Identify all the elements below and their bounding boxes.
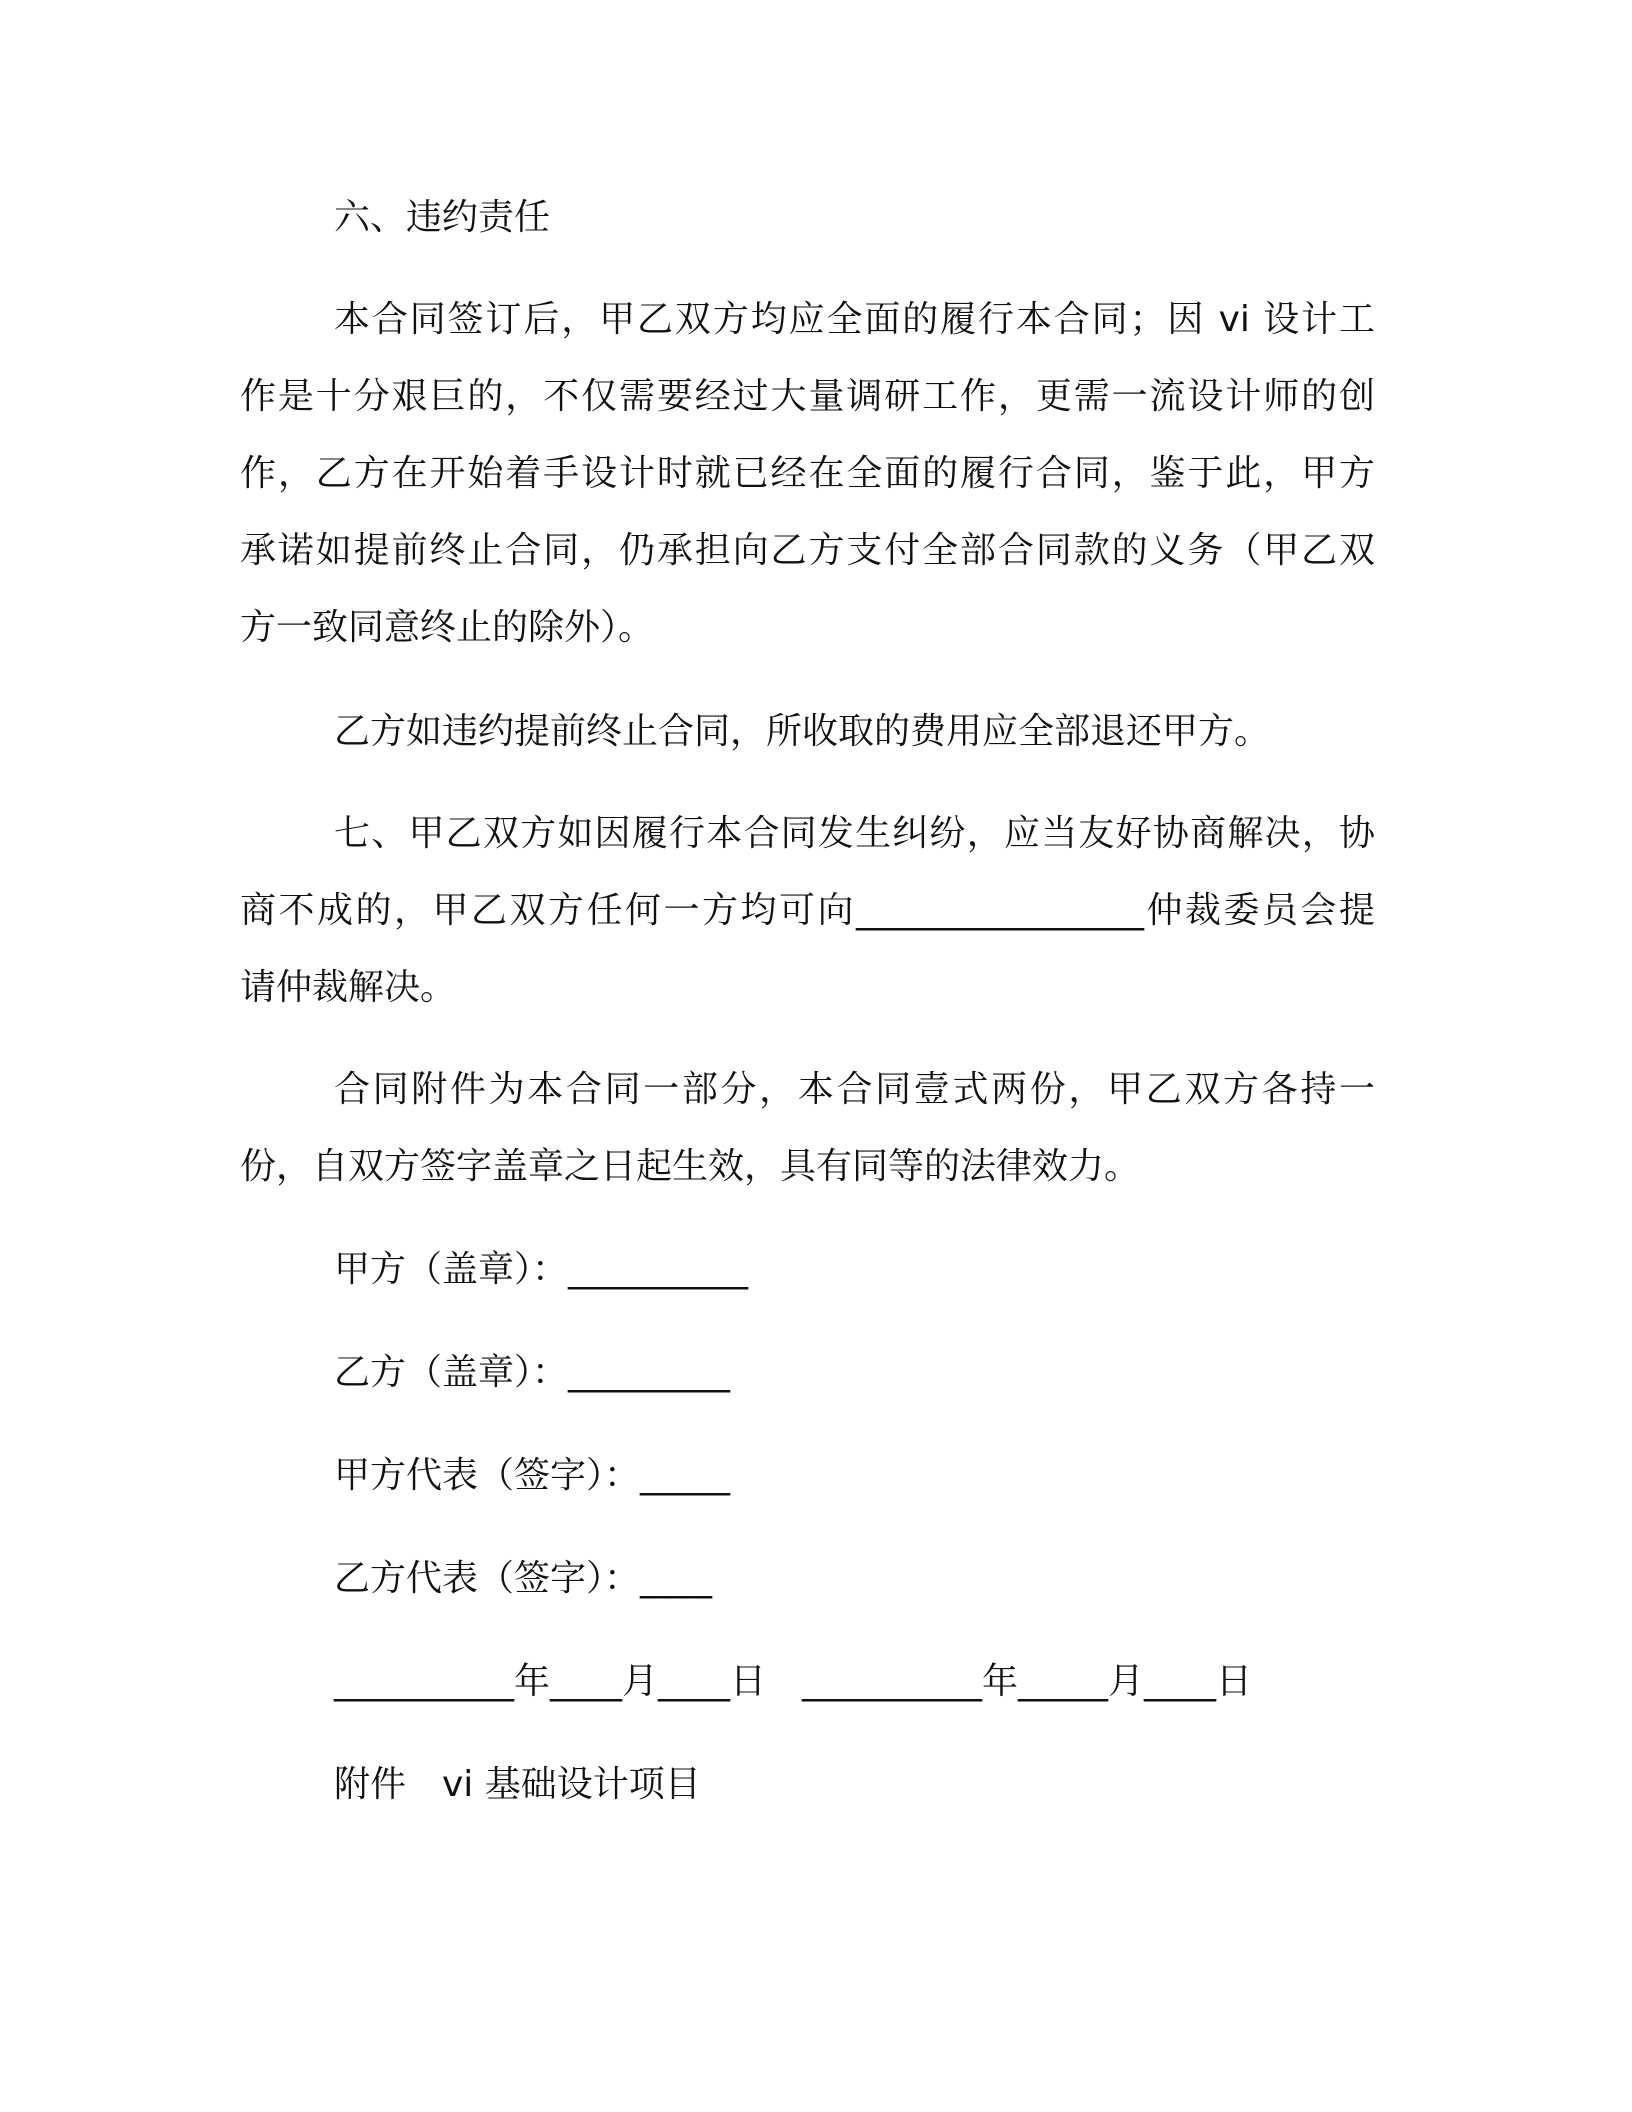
paragraph-dispute-resolution — [240, 812, 1375, 1043]
paragraph-line: 合同附件为本合同一部分，本合同壹式两份，甲乙双方各持一 — [334, 1069, 1375, 1110]
signature-party-a-representative: 甲方代表（签字）：_____ — [334, 1455, 731, 1496]
signature-party-a-seal: 甲方（盖章）：__________ — [334, 1249, 749, 1290]
signature-date-line: __________年____月____日 __________年_____月____日 — [334, 1661, 1252, 1702]
paragraph-line: 请仲裁解决。 — [240, 967, 457, 1008]
signature-party-b-representative: 乙方代表（签字）：____ — [334, 1558, 713, 1599]
paragraph-attachment-effectiveness — [240, 1068, 1375, 1222]
paragraph-line: 商不成的，甲乙双方任何一方均可向________________仲裁委员会提 — [240, 890, 1375, 931]
paragraph-breach-terms — [240, 298, 1375, 683]
paragraph-line: 份，自双方签字盖章之日起生效，具有同等的法律效力。 — [240, 1146, 1141, 1187]
section-heading-breach-liability: 六、违约责任 — [334, 197, 551, 238]
paragraph-line: 七、甲乙双方如因履行本合同发生纠纷，应当友好协商解决，协 — [334, 813, 1375, 854]
paragraph-line: 承诺如提前终止合同，仍承担向乙方支付全部合同款的义务（甲乙双 — [240, 530, 1375, 571]
attachment-title: 附件 vi 基础设计项目 — [334, 1764, 701, 1805]
paragraph-refund-terms: 乙方如违约提前终止合同，所收取的费用应全部退还甲方。 — [334, 711, 1271, 752]
paragraph-line: 作是十分艰巨的，不仅需要经过大量调研工作，更需一流设计师的创 — [240, 376, 1375, 417]
paragraph-line: 本合同签订后，甲乙双方均应全面的履行本合同；因 vi 设计工 — [334, 299, 1375, 340]
paragraph-line: 方一致同意终止的除外）。 — [240, 607, 655, 648]
paragraph-line: 作，乙方在开始着手设计时就已经在全面的履行合同，鉴于此，甲方 — [240, 453, 1375, 494]
signature-party-b-seal: 乙方（盖章）：_________ — [334, 1352, 731, 1393]
